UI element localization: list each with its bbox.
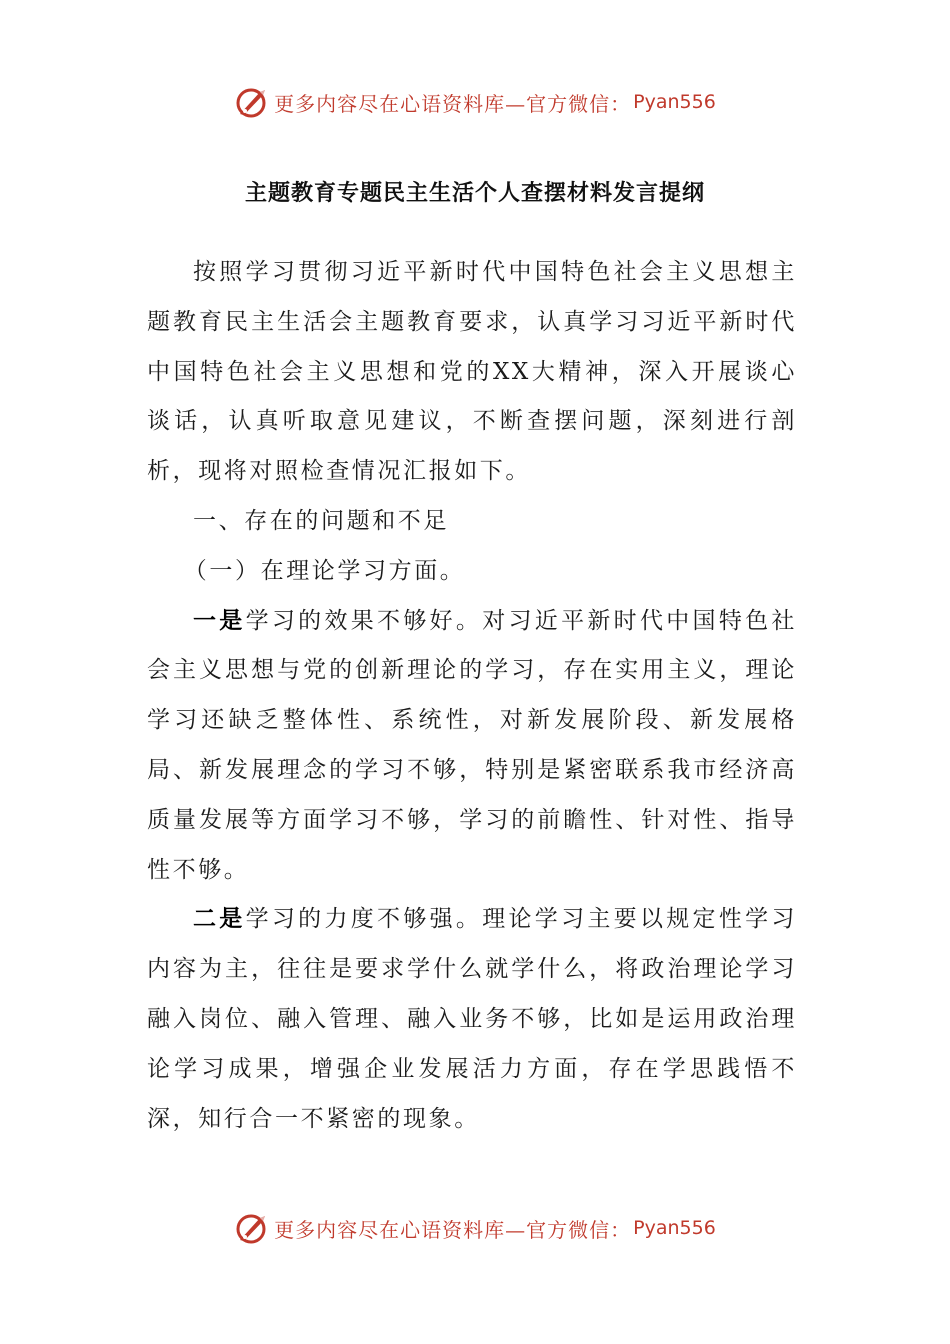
subsection-heading: （一）在理论学习方面。 <box>183 557 466 584</box>
intro-paragraph: 按照学习贯彻习近平新时代中国特色社会主义思想主题教育民主生活会主题教育要求，认真学习习近平新时代中国特色社会主义思想和党的XX大精神，深入开展谈心谈话，认真听取意见建议，不断查摆问题，深刻进行剖析，现将对照检查情况汇报如下。 <box>147 259 797 485</box>
section-heading: 一、存在的问题和不足 <box>193 507 449 534</box>
document-body <box>147 248 797 1144</box>
banner-contact-id: Pyan556 <box>633 1217 716 1239</box>
point-two-paragraph <box>147 895 797 1144</box>
point-one-paragraph <box>147 597 797 896</box>
pen-circle-icon <box>234 84 270 120</box>
footer-watermark-banner <box>0 1208 950 1248</box>
point-one-text: 学习的效果不够好。对习近平新时代中国特色社会主义思想与党的创新理论的学习，存在实用主义，理论学习还缺乏整体性、系统性，对新发展阶段、新发展格局、新发展理念的学习不够，特别是紧密联系我市经济高质量发展等方面学习不够，学习的前瞻性、针对性、指导性不够。 <box>147 607 798 883</box>
banner-text: 更多内容尽在心语资料库—官方微信： <box>274 1217 632 1242</box>
document-title: 主题教育专题民主生活个人查摆材料发言提纲 <box>244 181 705 206</box>
header-watermark-banner <box>0 82 950 122</box>
pen-circle-icon <box>234 1210 270 1246</box>
point-one-lead: 一是 <box>193 607 246 634</box>
point-two-lead: 二是 <box>193 906 246 933</box>
banner-contact-id: Pyan556 <box>633 91 716 113</box>
banner-text: 更多内容尽在心语资料库—官方微信： <box>274 91 632 116</box>
point-two-text: 学习的力度不够强。理论学习主要以规定性学习内容为主，往往是要求学什么就学什么，将政治理论学习融入岗位、融入管理、融入业务不够，比如是运用政治理论学习成果，增强企业发展活力方面，存在学思践悟不深，知行合一不紧密的现象。 <box>147 906 798 1132</box>
